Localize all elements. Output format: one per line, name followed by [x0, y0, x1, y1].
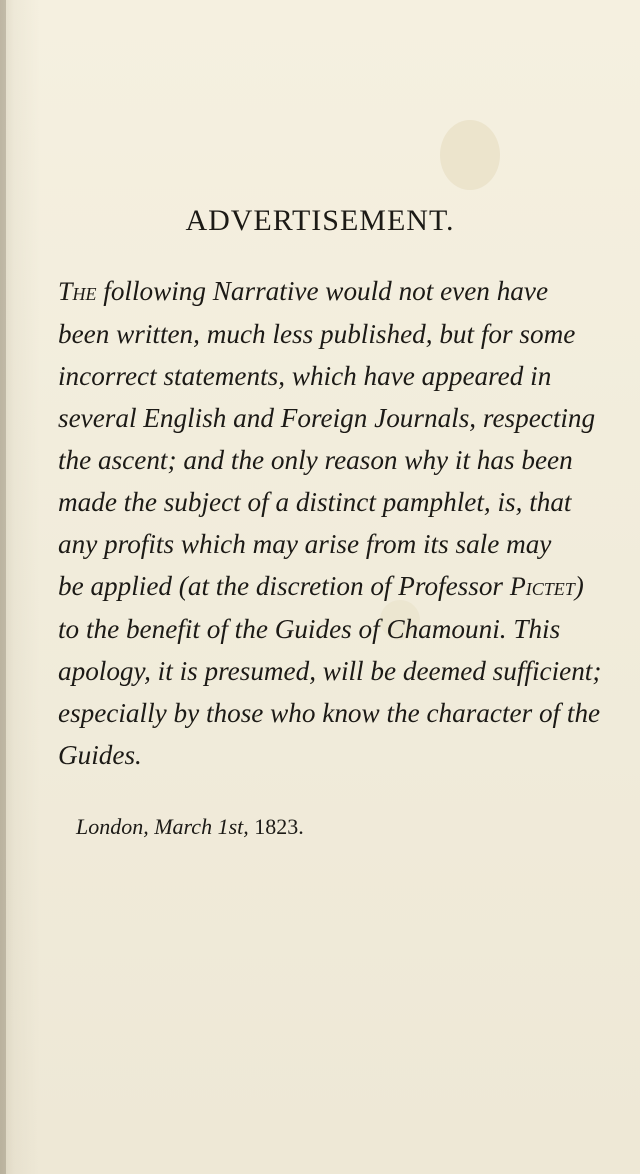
- dateline-place: London, March 1st,: [76, 814, 249, 839]
- dateline: [76, 814, 304, 840]
- line-text: ): [574, 571, 584, 601]
- paper-stain: [440, 120, 500, 190]
- paragraph-line: the ascent; and the only reason why it has been: [58, 445, 573, 475]
- paragraph-line: [58, 565, 618, 608]
- page-heading: ADVERTISEMENT.: [185, 204, 455, 237]
- paragraph-line: several English and Foreign Journals, respecting: [58, 403, 596, 433]
- advertisement-paragraph: [58, 270, 618, 776]
- paragraph-line: been written, much less published, but for some: [58, 319, 576, 349]
- line-text: be applied (at the discretion of Professor: [58, 571, 510, 601]
- paragraph-line: incorrect statements, which have appeared in: [58, 361, 552, 391]
- paragraph-line: [58, 270, 618, 313]
- paragraph-line: any profits which may arise from its sale may: [58, 529, 552, 559]
- paragraph-line: made the subject of a distinct pamphlet, is, that: [58, 487, 572, 517]
- paragraph-line: to the benefit of the Guides of Chamouni. This: [58, 614, 561, 644]
- dateline-year: 1823.: [248, 814, 304, 839]
- paragraph-line: Guides.: [58, 740, 142, 770]
- paragraph-line: apology, it is presumed, will be deemed sufficient;: [58, 656, 602, 686]
- line-text: following Narrative would not even have: [96, 276, 549, 306]
- paragraph-line: especially by those who know the character of the: [58, 698, 601, 728]
- small-caps-word: The: [58, 277, 97, 306]
- binding-shadow: [0, 0, 6, 1174]
- small-caps-name: Pictet: [509, 572, 575, 601]
